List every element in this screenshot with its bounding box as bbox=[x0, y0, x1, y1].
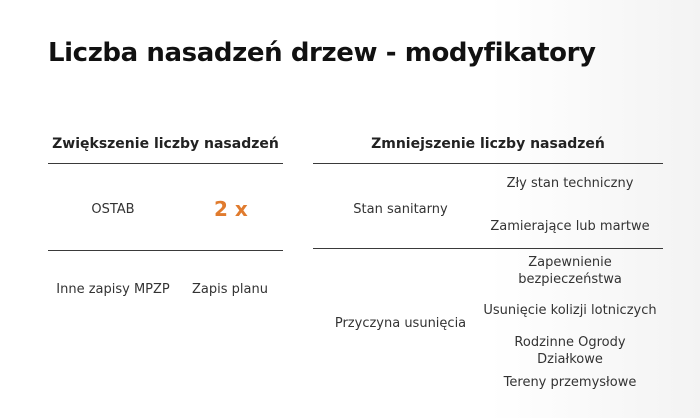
increase-header-rule bbox=[48, 163, 283, 164]
decrease-item: Zapewnienie bezpieczeństwa bbox=[518, 255, 622, 287]
increase-row-label: Inne zapisy MPZP bbox=[56, 282, 170, 297]
multiplier-value: 2 x bbox=[214, 197, 248, 221]
decrease-item: Zły stan techniczny bbox=[506, 176, 634, 191]
increase-row-value: Zapis planu bbox=[192, 282, 268, 297]
decrease-group-label: Stan sanitarny bbox=[353, 202, 448, 217]
decrease-header: Zmniejszenie liczby nasadzeń bbox=[371, 136, 605, 152]
decrease-item: Zamierające lub martwe bbox=[490, 219, 650, 234]
increase-header: Zwiększenie liczby nasadzeń bbox=[52, 136, 279, 152]
decrease-group-rule bbox=[313, 248, 663, 249]
decrease-group-label: Przyczyna usunięcia bbox=[334, 316, 467, 331]
decrease-item: Usunięcie kolizji lotniczych bbox=[483, 303, 657, 318]
increase-row-rule bbox=[48, 250, 283, 251]
page-title: Liczba nasadzeń drzew - modyfikatory bbox=[48, 38, 596, 68]
decrease-header-rule bbox=[313, 163, 663, 164]
decrease-item: Rodzinne Ogrody Działkowe bbox=[514, 335, 626, 367]
increase-row-label: OSTAB bbox=[91, 202, 135, 217]
decrease-item: Tereny przemysłowe bbox=[503, 375, 637, 390]
